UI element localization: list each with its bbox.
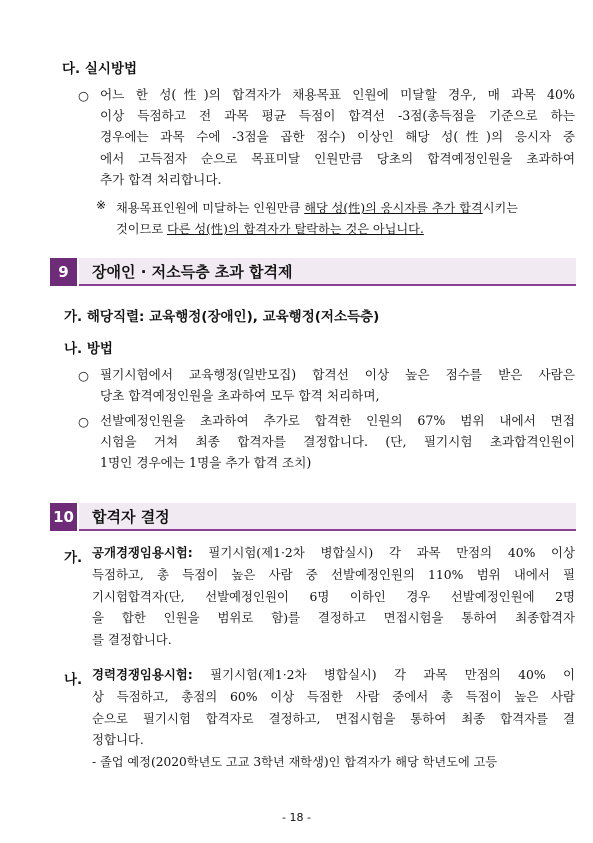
bullet-icon: ○ bbox=[78, 88, 89, 103]
para-line: 에서 고득점자 순으로 목표미달 인원만큼 당초의 합격예정인원을 초과하여 bbox=[100, 150, 575, 166]
paragraph-career-competition bbox=[92, 664, 575, 751]
section-number: 9 bbox=[50, 258, 77, 286]
sub-note-graduates: - 졸업 예정(2020학년도 고교 3학년 재학생)인 합격자가 해당 학년도에 고등 bbox=[92, 755, 498, 769]
para-line: 를 결정합니다. bbox=[92, 632, 172, 648]
para-line: 정합니다. bbox=[92, 732, 144, 748]
para-line: 이상 득점하고 전 과목 평균 득점이 합격선 -3점(총득점을 기준으로 하는 bbox=[100, 108, 575, 124]
note-icon: ※ bbox=[96, 198, 107, 212]
heading-implementation-method: 다. 실시방법 bbox=[62, 61, 138, 77]
bullet-icon: ○ bbox=[78, 414, 89, 429]
para-line: 선발예정인원을 초과하여 추가로 합격한 인원의 67% 범위 내에서 면접 bbox=[100, 413, 575, 428]
para-line: 필기시험에서 교육행정(일반모집) 합격선 이상 높은 점수를 받은 사람은 bbox=[100, 367, 575, 382]
para-line: 순으로 필기시험 합격자로 결정하고, 면접시험을 통하여 최종 합격자를 결 bbox=[92, 710, 575, 726]
para-line: 상 득점하고, 총점의 60% 이상 득점한 사람 중에서 총 득점이 높은 사람 bbox=[92, 688, 575, 704]
para-line: 을 합한 인원을 범위로 함)를 결정하고 면접시험을 통하여 최종합격자 bbox=[92, 610, 575, 626]
note-text-part: 시키는 bbox=[482, 201, 519, 215]
bold-term: 공개경쟁임용시험: bbox=[92, 545, 193, 560]
para-line: 경우에는 과목 수에 -3점을 곱한 점수) 이상인 해당 성(性)의 응시자 중 bbox=[100, 129, 575, 145]
note-underlined: 해당 성(性)의 응시자를 추가 합격 bbox=[304, 201, 483, 215]
bold-term: 경력경쟁임용시험: bbox=[92, 667, 193, 682]
note-text bbox=[116, 198, 576, 240]
paragraph-open-competition bbox=[92, 542, 575, 651]
section-9-header bbox=[50, 258, 576, 286]
para-line: 추가 합격 처리합니다. bbox=[100, 171, 222, 187]
para-text: 필기시험(제1·2차 병합실시) 각 과목 만점의 40% 이 bbox=[192, 667, 575, 682]
para-text: 필기시험(제1·2차 병합실시) 각 과목 만점의 40% 이상 bbox=[192, 545, 575, 560]
section-title: 합격자 결정 bbox=[92, 508, 170, 526]
paragraph-interview-range bbox=[100, 410, 575, 474]
note-underlined: 다른 성(性)의 합격자가 탈락하는 것은 아닙니다. bbox=[166, 222, 424, 236]
heading-method: 나. 방법 bbox=[64, 341, 113, 357]
heading-applicable-series: 가. 해당직렬: 교육행정(장애인), 교육행정(저소득층) bbox=[64, 309, 380, 325]
note-text-part: 것이므로 bbox=[116, 222, 167, 236]
para-line: 어느 한 성(性)의 합격자가 채용목표 인원에 미달할 경우, 매 과목 40% bbox=[100, 87, 575, 102]
label-na: 나. bbox=[64, 672, 83, 688]
section-number: 10 bbox=[50, 503, 77, 531]
para-line: 기시험합격자(단, 선발예정인원이 6명 이하인 경우 선발예정인원에 2명 bbox=[92, 588, 575, 604]
para-line: 시험을 거쳐 최종 합격자를 결정합니다. (단, 필기시험 초과합격인원이 bbox=[100, 434, 575, 450]
bullet-icon: ○ bbox=[78, 368, 89, 383]
note-text-part: 채용목표인원에 미달하는 인원만큼 bbox=[116, 201, 305, 215]
paragraph-excess-pass bbox=[100, 364, 575, 406]
section-10-header bbox=[50, 503, 576, 531]
para-line: 1명인 경우에는 1명을 추가 합격 조치) bbox=[100, 455, 312, 471]
para-line: 득점하고, 총 득점이 높은 사람 중 선발예정인원의 110% 범위 내에서 필 bbox=[92, 566, 575, 582]
paragraph-gender-target bbox=[100, 84, 575, 190]
section-title: 장애인 · 저소득층 초과 합격제 bbox=[92, 263, 293, 281]
page-number: - 18 - bbox=[282, 811, 311, 824]
para-line: 당초 합격예정인원을 초과하여 모두 합격 처리하며, bbox=[100, 388, 380, 404]
label-ga: 가. bbox=[64, 550, 83, 566]
